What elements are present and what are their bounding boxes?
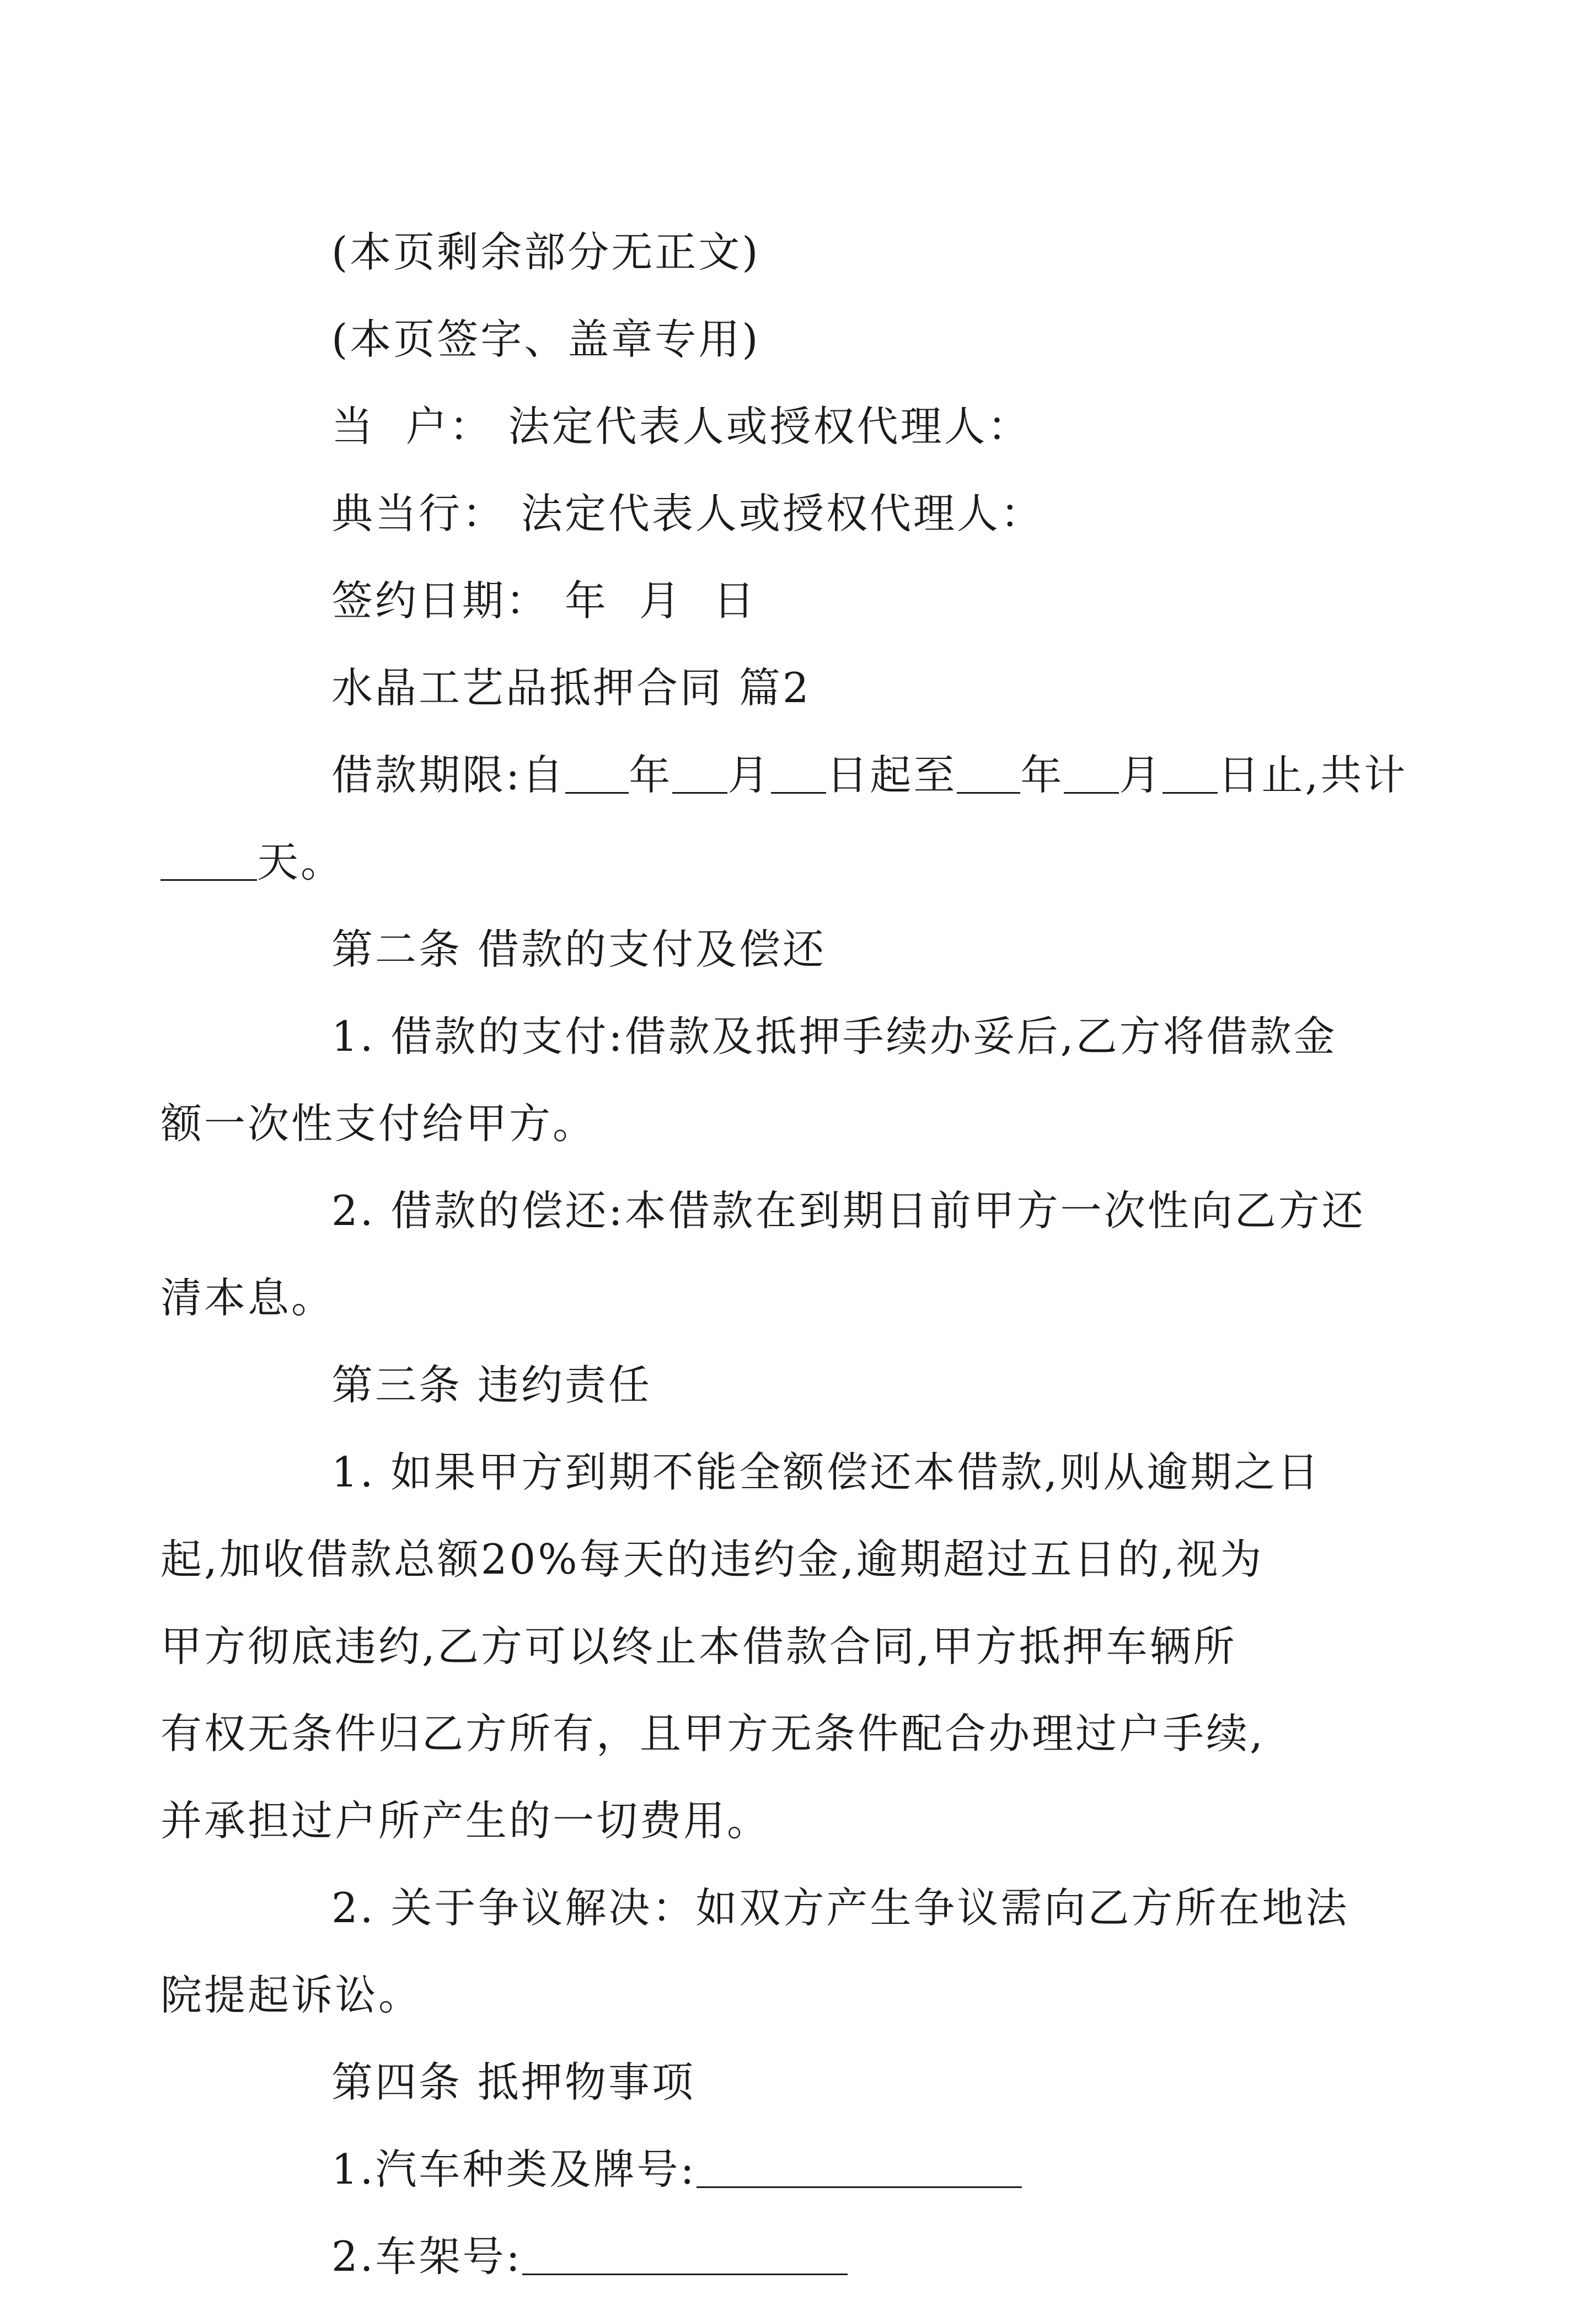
pawner-signature-line — [246, 383, 1356, 470]
pawner-rep: 法定代表人或授权代理人： — [508, 402, 1031, 451]
blank-vehicle-type — [697, 2148, 1022, 2188]
article3-item1-line3: 甲方彻底违约,乙方可以终止本借款合同,甲方抵押车辆所 — [160, 1622, 1237, 1671]
article2-item1-line1: 1. 借款的支付:借款及抵押手续办妥后,乙方将借款金 — [331, 1012, 1337, 1061]
term-month2: 月 — [1119, 751, 1163, 799]
article2-item2-line1: 2. 借款的偿还:本借款在到期日前甲方一次性向乙方还 — [331, 1186, 1365, 1235]
article2-item2-line2: 清本息。 — [160, 1274, 335, 1322]
article2-title: 第二条 借款的支付及偿还 — [331, 925, 826, 974]
loan-term-line — [246, 731, 1408, 819]
blank-total-days — [160, 841, 257, 881]
blank-day-end — [1163, 753, 1218, 794]
article2-item1-line2: 额一次性支付给甲方。 — [160, 1099, 597, 1148]
blank-frame-number — [522, 2235, 848, 2275]
term-year1: 年 — [629, 751, 673, 799]
pawnshop-rep: 法定代表人或授权代理人： — [521, 489, 1044, 538]
sign-date-label: 签约日期： — [331, 576, 550, 625]
pawnshop-label: 典当行： — [331, 489, 506, 538]
sign-date-line — [246, 557, 1356, 644]
article4-item1 — [246, 2126, 1356, 2213]
term-days: 天。 — [257, 838, 345, 886]
article3-item1-line5: 并承担过户所产生的一切费用。 — [160, 1796, 771, 1845]
article3-item2-line2: 院提起诉讼。 — [160, 1971, 422, 2019]
blank-year-start — [565, 753, 629, 794]
blank-month-start — [672, 753, 727, 794]
blank-day-start — [771, 753, 826, 794]
term-day1: 日起至 — [826, 751, 957, 799]
sign-date-day: 日 — [713, 576, 757, 625]
pawnshop-signature-line — [246, 470, 1356, 557]
term-month1: 月 — [727, 751, 772, 799]
document-body — [160, 208, 1408, 2300]
blank-year-end — [957, 753, 1020, 794]
remaining-note: (本页剩余部分无正文) — [331, 228, 760, 276]
blank-month-end — [1064, 753, 1119, 794]
article3-item1-line1: 1. 如果甲方到期不能全额偿还本借款,则从逾期之日 — [331, 1448, 1321, 1496]
article4-item2 — [246, 2213, 1356, 2300]
loan-term-line-cont — [160, 819, 1356, 906]
frame-number-label: 2.车架号: — [331, 2232, 522, 2281]
sign-date-year: 年 — [564, 576, 608, 625]
term-prefix: 借款期限:自 — [331, 751, 566, 799]
section-title: 水晶工艺品抵押合同 篇2 — [331, 664, 811, 712]
sign-note: (本页签字、盖章专用) — [331, 315, 760, 363]
vehicle-type-label: 1.汽车种类及牌号: — [331, 2145, 697, 2194]
article3-title: 第三条 违约责任 — [331, 1361, 652, 1409]
sign-date-month: 月 — [639, 576, 683, 625]
article3-item2-line1: 2. 关于争议解决：如双方产生争议需向乙方所在地法 — [331, 1884, 1349, 1932]
article3-item1-line4: 有权无条件归乙方所有，且甲方无条件配合办理过户手续, — [160, 1709, 1265, 1758]
article3-item1-line2: 起,加收借款总额20%每天的违约金,逾期超过五日的,视为 — [160, 1535, 1264, 1584]
article4-title: 第四条 抵押物事项 — [331, 2058, 695, 2106]
term-year2: 年 — [1020, 751, 1064, 799]
term-day2: 日止,共计 — [1218, 751, 1408, 799]
pawner-label: 当 户： — [331, 402, 493, 451]
